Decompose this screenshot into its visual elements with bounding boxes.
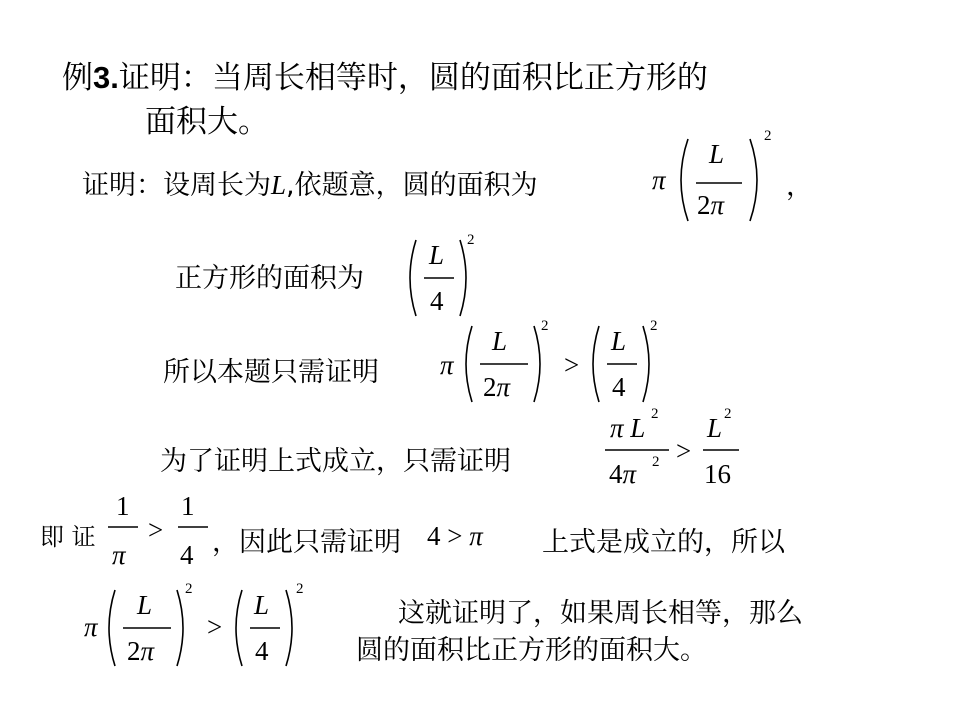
ineq4-gt: >	[207, 612, 223, 642]
example-number: 3.	[93, 60, 119, 95]
ineq4-right-numerator: L	[254, 590, 270, 620]
ineq4-right-exponent: 2	[296, 581, 304, 597]
ineq2-fraction-bars	[603, 446, 743, 456]
ineq3-right-numerator: 1	[181, 491, 195, 521]
four-gt: 4 >	[427, 521, 463, 551]
ineq1-right-numerator: L	[611, 326, 627, 356]
ineq2-left-numerator: π L	[610, 413, 646, 443]
ineq3-left-denominator: π	[112, 540, 126, 570]
conclusion-line2: 圆的面积比正方形的面积大。	[356, 635, 707, 666]
ineq2-left-num-exp: 2	[651, 406, 659, 422]
ineq4-left-denominator: 2π	[127, 636, 155, 666]
left-paren	[681, 139, 688, 221]
ineq2-left-den-exp: 2	[652, 454, 660, 470]
ineq3-gt: >	[148, 515, 164, 545]
example-statement-line2: 面积大。	[145, 104, 269, 140]
ineq1-gt: >	[564, 350, 580, 380]
trailing-comma: ，	[786, 171, 813, 202]
perimeter-variable: L	[271, 170, 287, 200]
four-gt-pi	[427, 521, 483, 552]
ineq2-gt: >	[676, 436, 692, 466]
example-statement-line1: 证明：当周长相等时，圆的面积比正方形的	[118, 60, 708, 96]
ineq1-left-denominator: 2π	[483, 372, 511, 402]
ineq1-right-denominator: 4	[612, 372, 626, 402]
ineq2-right-num-exp: 2	[724, 406, 732, 422]
square-area-numerator: L	[429, 240, 445, 270]
circle-area-denominator: 2π	[697, 190, 725, 220]
square-area-text: 正方形的面积为	[175, 263, 364, 294]
circle-area-pi: π	[652, 165, 666, 195]
ineq4-right-denominator: 4	[255, 636, 269, 666]
ineq2-left-denominator: 4π	[609, 459, 637, 489]
ineq3-right-denominator: 4	[180, 540, 194, 570]
suffices-text: 所以本题只需证明	[163, 357, 379, 388]
ineq2-right-numerator: L	[707, 413, 723, 443]
ineq1-left-numerator: L	[492, 326, 508, 356]
ineq1-left-exponent: 2	[541, 318, 549, 334]
ineq4-left-numerator: L	[137, 590, 153, 620]
example-title	[62, 52, 708, 97]
ineq4-pi: π	[84, 612, 98, 642]
ji-zheng-text: 即 证	[40, 523, 96, 551]
square-area-exponent: 2	[467, 232, 475, 248]
ineq2-right-denominator: 16	[704, 459, 731, 489]
comma-separator: ,	[286, 170, 295, 201]
holds-text: 上式是成立的，所以	[542, 527, 785, 558]
circle-area-numerator: L	[709, 139, 725, 169]
ineq4-left-exponent: 2	[185, 581, 193, 597]
example-label: 例	[62, 60, 93, 96]
conclusion-line1: 这就证明了，如果周长相等，那么	[398, 598, 803, 629]
circle-area-exponent: 2	[764, 128, 772, 144]
proof-intro	[82, 163, 538, 202]
ineq1-right-exponent: 2	[650, 318, 658, 334]
suffices2-text: 为了证明上式成立，只需证明	[160, 446, 511, 477]
proof-intro-text: 证明：设周长为	[82, 170, 271, 201]
circle-area-text: 依题意，圆的面积为	[294, 170, 538, 201]
ineq1-pi: π	[440, 350, 454, 380]
final-pi: π	[469, 521, 483, 551]
square-area-denominator: 4	[430, 286, 444, 316]
right-paren	[750, 139, 757, 221]
ineq3-left-numerator: 1	[116, 491, 130, 521]
therefore-text: ，因此只需证明	[212, 527, 401, 558]
